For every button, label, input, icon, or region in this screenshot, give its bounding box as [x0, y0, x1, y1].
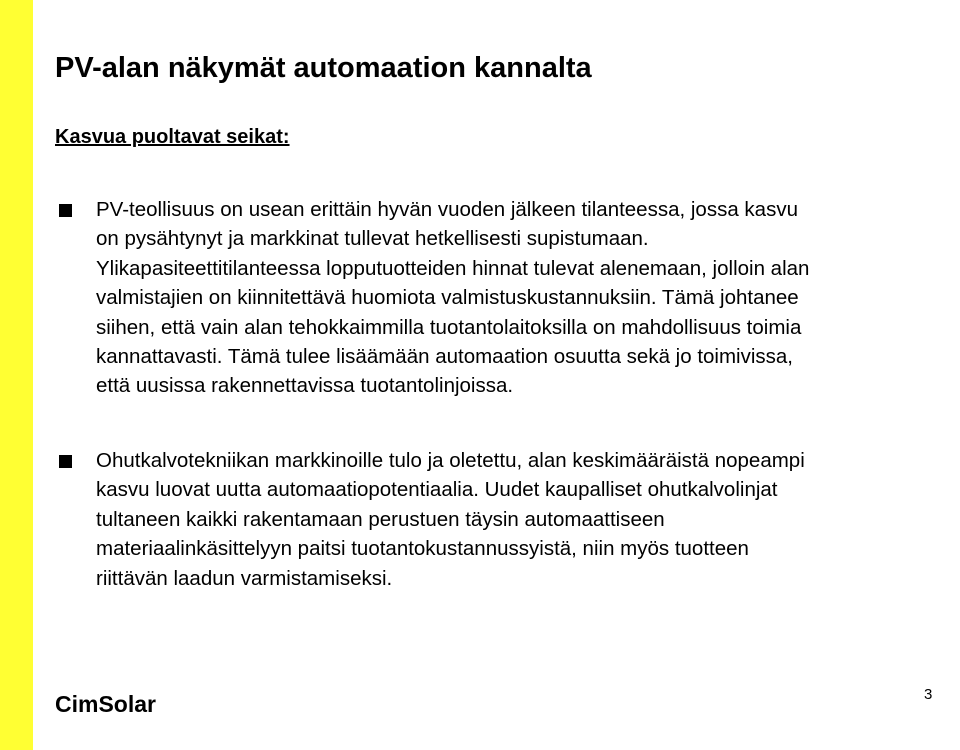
- square-bullet-icon: [59, 204, 72, 217]
- text-line: PV-teollisuus on usean erittäin hyvän vuoden jälkeen tilanteessa, jossa kasvu: [96, 198, 798, 221]
- text-line: että uusissa rakennettavissa tuotantolinjoissa.: [96, 374, 514, 398]
- slide-title: PV-alan näkymät automaation kannalta: [55, 52, 592, 84]
- page-number: 3: [924, 686, 933, 703]
- square-bullet-icon: [59, 455, 72, 468]
- text-line: materiaalinkäsittelyyn paitsi tuotantokustannussyistä, niin myös tuotteen: [96, 537, 749, 561]
- bullet-text: [96, 446, 946, 593]
- text-line: kasvu luovat uutta automaatiopotentiaalia. Uudet kaupalliset ohutkalvolinjat: [96, 478, 778, 502]
- text-line: on pysähtynyt ja markkinat tullevat hetkellisesti supistumaan.: [96, 227, 649, 251]
- text-line: siihen, että vain alan tehokkaimmilla tuotantolaitoksilla on mahdollisuus toimia: [96, 315, 802, 339]
- text-line: valmistajien on kiinnitettävä huomiota valmistuskustannuksiin. Tämä johtanee: [96, 286, 799, 310]
- accent-side-bar: [0, 0, 33, 750]
- text-line: Ohutkalvotekniikan markkinoille tulo ja oletettu, alan keskimääräistä nopeampi: [96, 449, 805, 472]
- bullet-text: [96, 195, 946, 401]
- company-logo: CimSolar: [55, 691, 156, 717]
- text-line: Ylikapasiteettitilanteessa lopputuotteiden hinnat tulevat alenemaan, jolloin alan: [96, 256, 810, 280]
- section-subtitle: Kasvua puoltavat seikat:: [55, 126, 290, 148]
- text-line: kannattavasti. Tämä tulee lisäämään automaation osuutta sekä jo toimivissa,: [96, 345, 793, 369]
- text-line: tultaneen kaikki rakentamaan perustuen täysin automaattiseen: [96, 507, 665, 531]
- text-line: riittävän laadun varmistamiseksi.: [96, 566, 393, 590]
